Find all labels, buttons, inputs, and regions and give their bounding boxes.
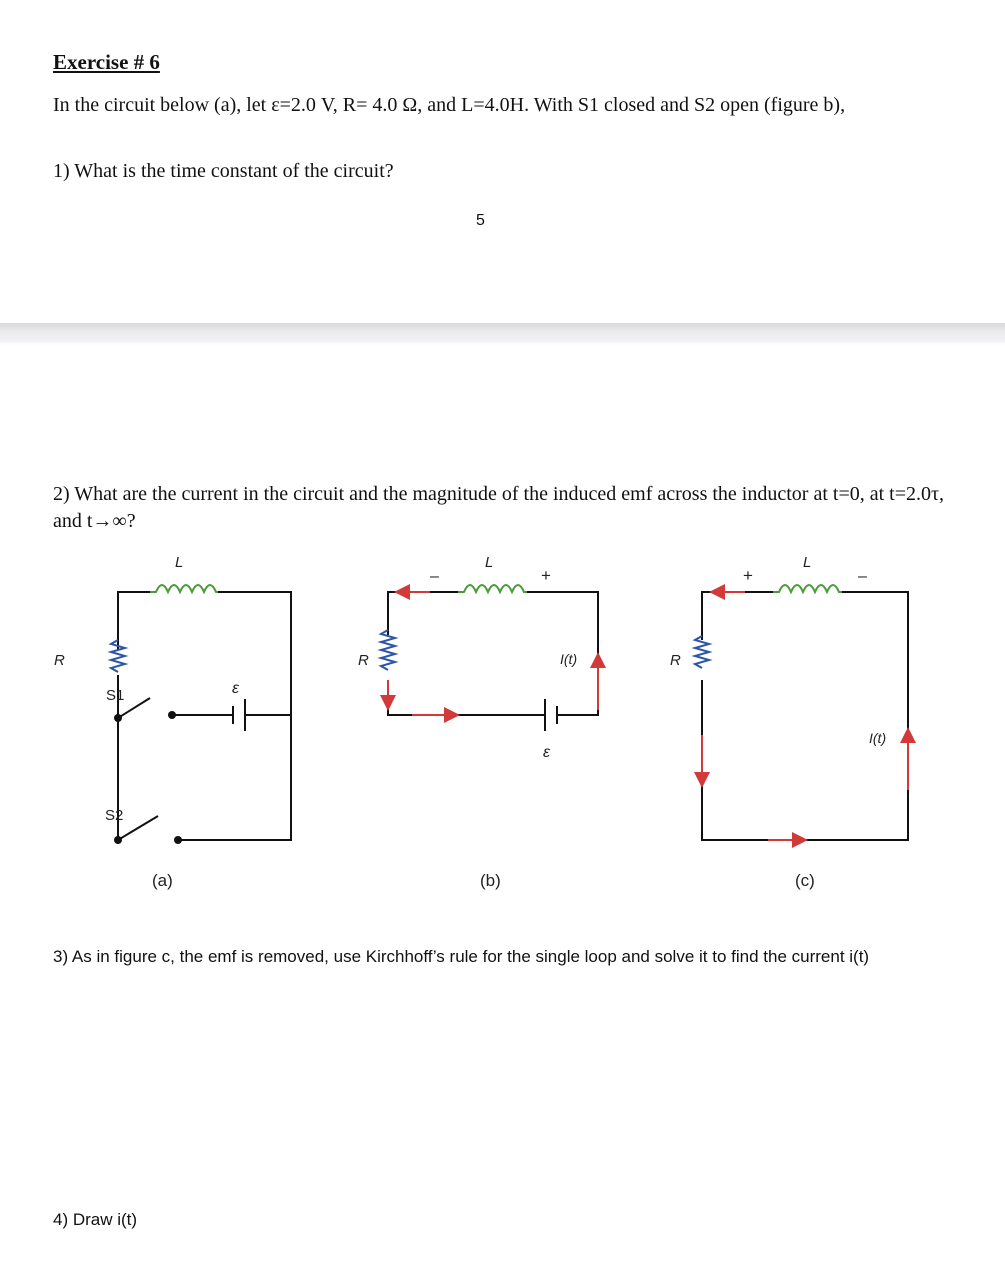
battery-b (545, 699, 557, 731)
battery-a (233, 699, 245, 731)
question-4: 4) Draw i(t) (53, 1210, 138, 1229)
label-L-b: L (485, 554, 494, 571)
label-current-b: I(t) (560, 651, 578, 667)
caption-b: (b) (480, 871, 501, 890)
label-R-a: R (54, 652, 65, 669)
label-current-c: I(t) (869, 730, 887, 746)
resistor-b (381, 630, 395, 670)
intro-paragraph: In the circuit below (a), let ε=2.0 V, R= 4.0 Ω, and L=4.0H. With S1 closed and S2 open (figure b), (53, 94, 846, 116)
label-minus-b: – (430, 568, 439, 585)
inductor-b (458, 585, 527, 592)
switch-s2 (118, 816, 158, 840)
question-1: 1) What is the time constant of the circuit? (53, 160, 394, 182)
label-S1: S1 (106, 687, 125, 704)
resistor-c (695, 636, 709, 668)
label-emf-a: ε (232, 680, 240, 697)
label-R-b: R (358, 652, 369, 669)
label-minus-c: – (858, 568, 867, 585)
circuit-c (670, 554, 908, 890)
page-break (0, 323, 1005, 345)
label-S2: S2 (105, 807, 124, 824)
label-plus-c: + (743, 566, 753, 585)
circuit-b (358, 554, 598, 890)
caption-c: (c) (795, 871, 815, 890)
circuit-figures (0, 540, 1005, 900)
label-R-c: R (670, 652, 681, 669)
circuit-a (54, 554, 291, 890)
question-3: 3) As in figure c, the emf is removed, use Kirchhoff’s rule for the single loop and solve it to find the current i(t) (53, 947, 870, 966)
label-emf-b: ε (543, 744, 551, 761)
label-L-c: L (803, 554, 812, 571)
inductor-c (773, 585, 842, 592)
inductor-a (150, 585, 218, 592)
label-L-a: L (175, 554, 184, 571)
question-2: 2) What are the current in the circuit and the magnitude of the induced emf across the inductor at t=0, at t=2.0τ, and t→∞? (53, 483, 945, 532)
label-plus-b: + (541, 566, 551, 585)
caption-a: (a) (152, 871, 173, 890)
page-number: 5 (476, 212, 485, 229)
exercise-title: Exercise # 6 (53, 50, 160, 74)
